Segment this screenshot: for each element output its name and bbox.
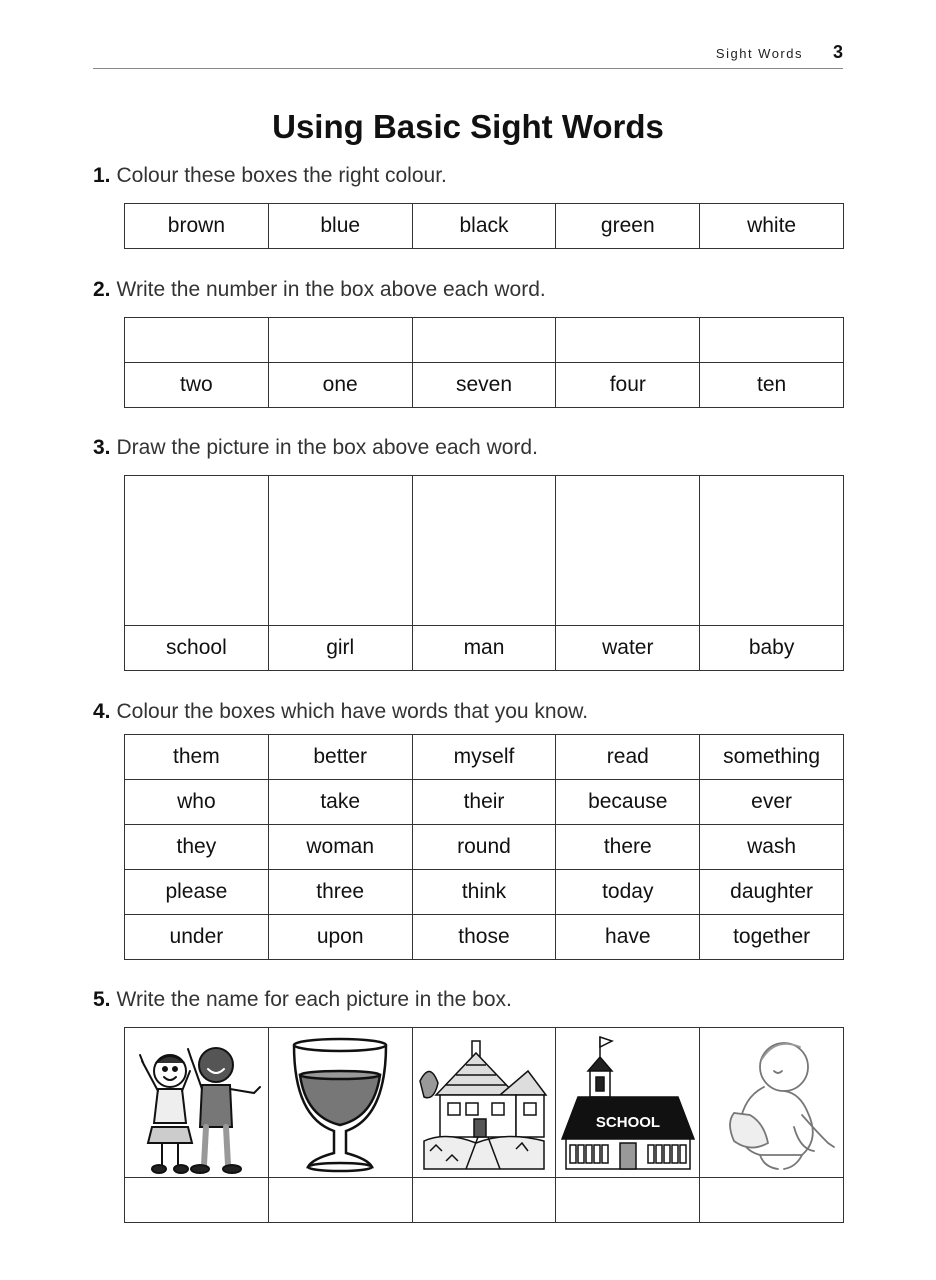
word-cell[interactable]: upon xyxy=(268,915,412,960)
answer-box[interactable] xyxy=(412,1178,556,1223)
word-cell: baby xyxy=(700,626,844,671)
question-3 xyxy=(93,436,538,460)
drawing-box[interactable] xyxy=(125,476,269,626)
section-title: Sight Words xyxy=(715,46,803,61)
word-cell[interactable]: together xyxy=(700,915,844,960)
baby-illustration xyxy=(704,1031,840,1175)
answer-box[interactable] xyxy=(125,318,269,363)
answer-box[interactable] xyxy=(412,318,556,363)
page-number: 3 xyxy=(832,42,843,62)
question-text: Write the name for each picture in the box. xyxy=(116,988,512,1011)
answer-box[interactable] xyxy=(556,318,700,363)
question-text: Draw the picture in the box above each word. xyxy=(116,436,538,459)
word-cell: water xyxy=(556,626,700,671)
word-cell[interactable]: them xyxy=(125,735,269,780)
word-cell[interactable]: black xyxy=(412,204,556,249)
answer-box[interactable] xyxy=(700,1178,844,1223)
school-sign-text: SCHOOL xyxy=(595,1113,660,1131)
number-words-table xyxy=(124,317,844,408)
question-1 xyxy=(93,164,447,188)
answer-box[interactable] xyxy=(556,1178,700,1223)
children-illustration xyxy=(128,1031,264,1175)
drawing-box[interactable] xyxy=(268,476,412,626)
question-number: 2. xyxy=(93,278,111,301)
question-number: 5. xyxy=(93,988,111,1011)
answer-box[interactable] xyxy=(125,1178,269,1223)
word-cell[interactable]: who xyxy=(125,780,269,825)
page-header xyxy=(93,42,843,69)
word-cell[interactable]: three xyxy=(268,870,412,915)
picture-cell xyxy=(125,1028,269,1178)
drawing-box[interactable] xyxy=(412,476,556,626)
question-text: Colour these boxes the right colour. xyxy=(116,164,447,187)
question-number: 3. xyxy=(93,436,111,459)
word-cell[interactable]: wash xyxy=(700,825,844,870)
word-cell[interactable]: better xyxy=(268,735,412,780)
question-number: 4. xyxy=(93,700,111,723)
question-2 xyxy=(93,278,546,302)
word-cell[interactable]: read xyxy=(556,735,700,780)
word-cell[interactable]: those xyxy=(412,915,556,960)
word-cell[interactable]: think xyxy=(412,870,556,915)
question-text: Colour the boxes which have words that you know. xyxy=(116,700,589,723)
question-4 xyxy=(93,700,588,724)
word-cell[interactable]: blue xyxy=(268,204,412,249)
word-cell[interactable]: something xyxy=(700,735,844,780)
word-cell[interactable]: have xyxy=(556,915,700,960)
picture-names-table xyxy=(124,1027,844,1223)
word-cell[interactable]: round xyxy=(412,825,556,870)
question-5 xyxy=(93,988,512,1012)
draw-picture-table xyxy=(124,475,844,671)
word-cell[interactable]: because xyxy=(556,780,700,825)
picture-cell xyxy=(556,1028,700,1178)
word-cell[interactable]: they xyxy=(125,825,269,870)
answer-box[interactable] xyxy=(268,318,412,363)
word-cell: school xyxy=(125,626,269,671)
word-cell[interactable]: their xyxy=(412,780,556,825)
word-cell[interactable]: under xyxy=(125,915,269,960)
question-number: 1. xyxy=(93,164,111,187)
picture-cell xyxy=(268,1028,412,1178)
word-cell: seven xyxy=(412,363,556,408)
word-cell[interactable]: there xyxy=(556,825,700,870)
word-cell: four xyxy=(556,363,700,408)
school-building-illustration xyxy=(558,1031,698,1175)
glass-of-water-illustration xyxy=(272,1031,408,1175)
word-cell[interactable]: green xyxy=(556,204,700,249)
word-cell[interactable]: white xyxy=(700,204,844,249)
word-cell: man xyxy=(412,626,556,671)
word-cell[interactable]: brown xyxy=(125,204,269,249)
word-cell[interactable]: ever xyxy=(700,780,844,825)
answer-box[interactable] xyxy=(700,318,844,363)
word-cell[interactable]: woman xyxy=(268,825,412,870)
word-cell: girl xyxy=(268,626,412,671)
word-cell: two xyxy=(125,363,269,408)
word-cell[interactable]: daughter xyxy=(700,870,844,915)
colour-words-table xyxy=(124,203,844,249)
house-illustration xyxy=(416,1031,552,1175)
word-cell[interactable]: take xyxy=(268,780,412,825)
word-cell[interactable]: today xyxy=(556,870,700,915)
drawing-box[interactable] xyxy=(556,476,700,626)
page-title: Using Basic Sight Words xyxy=(272,108,664,145)
known-words-table xyxy=(124,734,844,960)
word-cell: ten xyxy=(700,363,844,408)
drawing-box[interactable] xyxy=(700,476,844,626)
picture-cell xyxy=(412,1028,556,1178)
word-cell: one xyxy=(268,363,412,408)
word-cell[interactable]: please xyxy=(125,870,269,915)
picture-cell xyxy=(700,1028,844,1178)
question-text: Write the number in the box above each word. xyxy=(116,278,546,301)
answer-box[interactable] xyxy=(268,1178,412,1223)
word-cell[interactable]: myself xyxy=(412,735,556,780)
